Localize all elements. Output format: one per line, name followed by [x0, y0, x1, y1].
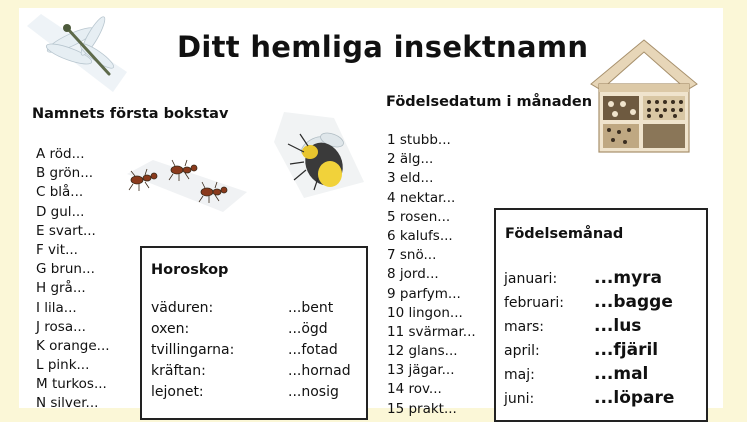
list-item: 9 parfym...	[387, 285, 461, 302]
insect-hotel-icon	[589, 40, 699, 154]
list-item: K orange...	[36, 337, 110, 354]
table-row: juni: ...löpare	[504, 388, 675, 408]
worksheet-page	[19, 8, 723, 417]
list-item: 13 jägar...	[387, 362, 455, 379]
list-item: A röd...	[36, 146, 85, 162]
first-letter-heading: Namnets första bokstav	[32, 106, 229, 122]
list-item: L pink...	[36, 357, 90, 374]
birth-day-list	[387, 131, 476, 419]
list-item: F vit...	[36, 241, 78, 258]
list-item: 8 jord...	[387, 266, 439, 283]
dragonfly-icon	[27, 14, 137, 92]
list-item: D gul...	[36, 203, 85, 220]
list-item: 3 eld...	[387, 170, 434, 187]
list-item: 1 stubb...	[387, 132, 451, 148]
bumblebee-icon	[274, 112, 366, 198]
list-item: 7 snö...	[387, 247, 437, 264]
table-row: mars: ...lus	[504, 316, 642, 336]
list-item: G brun...	[36, 261, 95, 278]
ants-icon	[123, 154, 251, 214]
table-row: tvillingarna: ...fotad	[151, 342, 338, 358]
list-item: M turkos...	[36, 376, 107, 393]
table-row: oxen: ...ögd	[151, 321, 328, 337]
horoscope-heading: Horoskop	[151, 262, 229, 278]
list-item: J rosa...	[36, 318, 86, 335]
list-item: I lila...	[36, 299, 77, 316]
table-row: väduren: ...bent	[151, 300, 334, 316]
list-item: 2 älg...	[387, 151, 434, 168]
list-item: N silver...	[36, 395, 99, 412]
list-item: 12 glans...	[387, 343, 458, 360]
table-row: lejonet: ...nosig	[151, 384, 339, 400]
list-item: 10 lingon...	[387, 304, 463, 321]
list-item: 15 prakt...	[387, 400, 457, 417]
table-row: kräftan: ...hornad	[151, 363, 351, 379]
page-title: Ditt hemliga insektnamn	[177, 30, 589, 64]
birth-month-heading: Födelsemånad	[505, 226, 624, 242]
list-item: 6 kalufs...	[387, 227, 453, 244]
table-row: januari: ...myra	[504, 268, 663, 288]
list-item: E svart...	[36, 222, 96, 239]
horoscope-box	[140, 246, 368, 420]
list-item: C blå...	[36, 184, 84, 201]
list-item: 14 rov...	[387, 381, 442, 398]
birth-day-heading: Födelsedatum i månaden	[386, 94, 593, 110]
list-item: 4 nektar...	[387, 189, 456, 206]
table-row: februari: ...bagge	[504, 292, 673, 312]
birth-month-box	[494, 208, 708, 422]
list-item: 11 svärmar...	[387, 323, 476, 340]
list-item: H grå...	[36, 280, 86, 297]
table-row: april: ...fjäril	[504, 340, 659, 360]
table-row: maj: ...mal	[504, 364, 649, 384]
first-letter-list	[36, 145, 110, 414]
list-item: 5 rosen...	[387, 208, 451, 225]
list-item: B grön...	[36, 165, 94, 182]
